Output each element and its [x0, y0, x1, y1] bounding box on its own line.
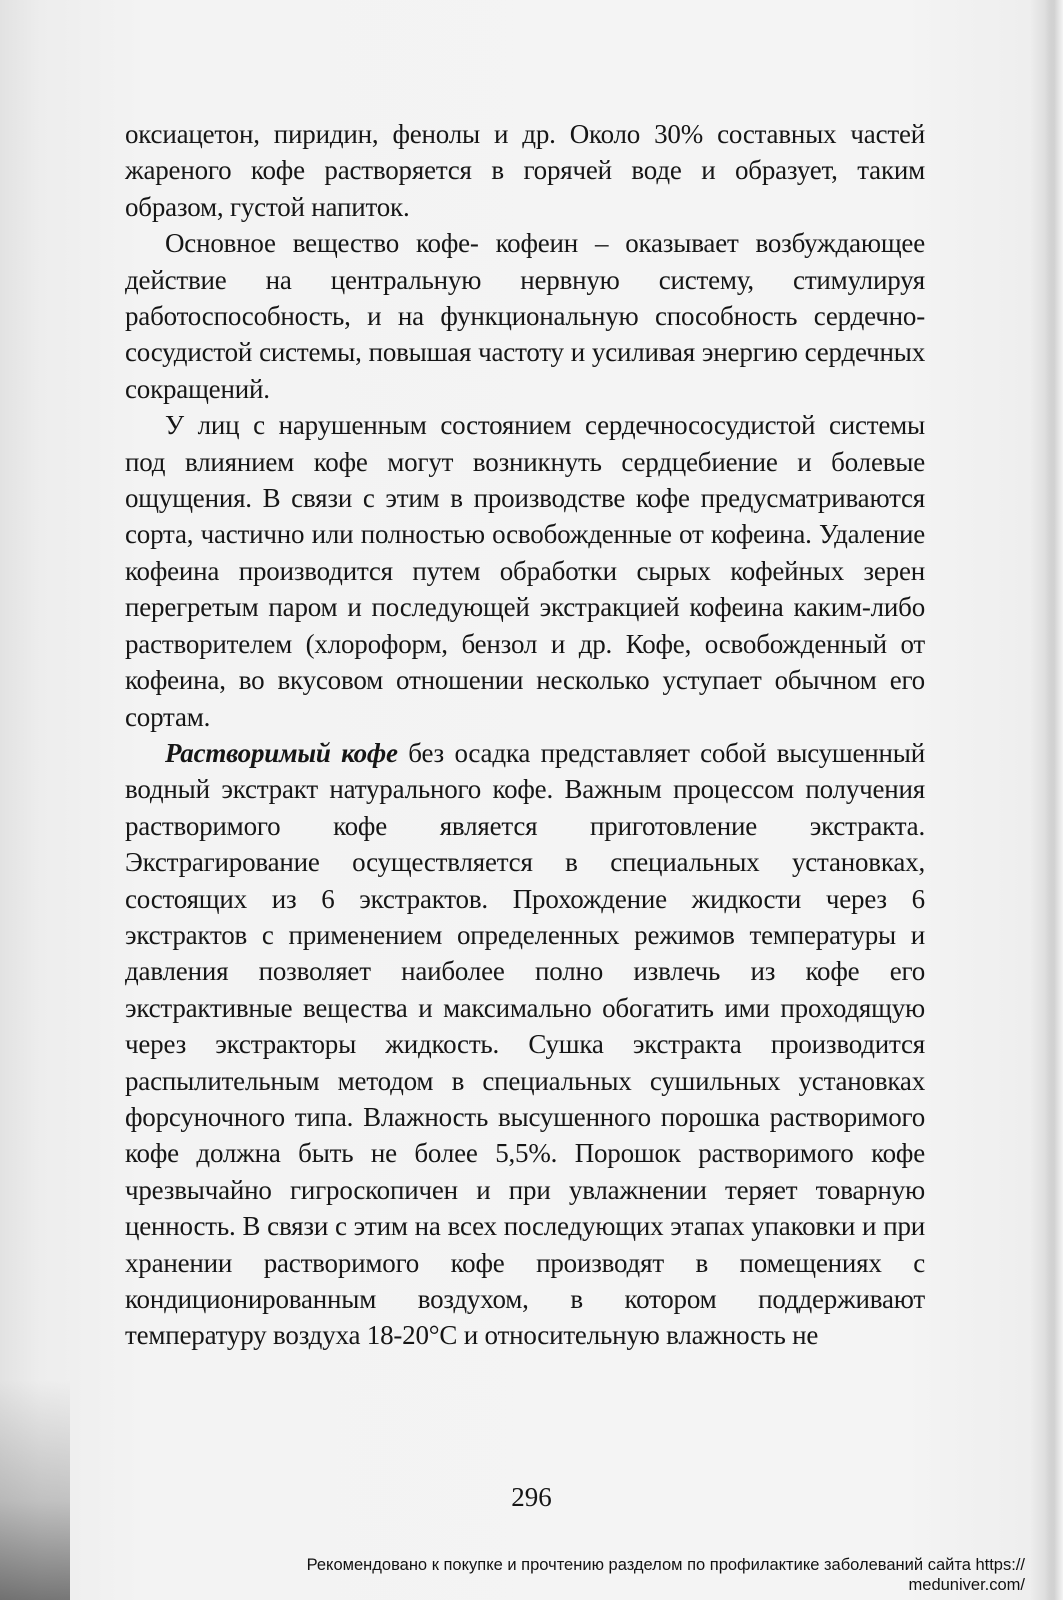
page-edge — [1045, 0, 1063, 1600]
page-number: 296 — [511, 1482, 552, 1512]
paragraph-decaf: У лиц с нарушенным состоянием сердечнососудистой системы под влиянием кофе могут возникнуть сердцебиение и болевые ощущения. В связи с этим в производстве кофе предусматриваются сорта, частично или полностью освобожденные от кофеина. Удаление кофеина производится путем обработки сырых кофейных зерен перегретым паром и последующей экстракцией кофеина каким-либо растворителем (хлороформ, бензол и др. Кофе, освобожденный от кофеина, во вкусовом отношении несколько уступает обычном его сортам. — [125, 410, 925, 732]
watermark-line-2: meduniver.com/ — [908, 1576, 1025, 1594]
body-text — [125, 116, 925, 1354]
paragraph-instant-coffee — [125, 735, 925, 1354]
paragraph-instant-coffee-text: без осадка представляет собой высушенный водный экстракт натурального кофе. Важным процессом получения растворимого кофе является приготовление экстракта. Экстрагирование осуществляется в специальных установках, состоящих из 6 экстрактов. Прохождение жидкости через 6 экстрактов с применением определенных режимов температуры и давления позволяет наиболее полно извлечь из кофе его экстрактивные вещества и максимально обогатить ими проходящую через экстракторы жидкость. Сушка экстракта производится распылительным методом в специальных сушильных установках форсуночного типа. Влажность высушенного порошка растворимого кофе должна быть не более 5,5%. Порошок растворимого кофе чрезвычайно гигроскопичен и при увлажнении теряет товарную ценность. В связи с этим на всех последующих этапах упаковки и при хранении растворимого кофе производят в помещениях с кондиционированным воздухом, в котором поддерживают температуру воздуха 18-20°С и относительную влажность не — [125, 737, 925, 1351]
term-instant-coffee: Растворимый кофе — [165, 737, 398, 768]
site-watermark — [130, 1555, 1025, 1595]
watermark-line-1: Рекомендовано к покупке и прочтению разделом по профилактике заболеваний сайта https:// — [306, 1556, 1025, 1574]
paragraph-caffeine: Основное вещество кофе- кофеин – оказывает возбуждающее действие на центральную нервную систему, стимулируя работоспособность, и на функциональную способность сердечно-сосудистой системы, повышая частоту и усиливая энергию сердечных сокращений. — [125, 228, 925, 404]
paragraph-continuation: оксиацетон, пиридин, фенолы и др. Около 30% составных частей жареного кофе растворяется в горячей воде и образует, таким образом, густой напиток. — [125, 119, 925, 222]
